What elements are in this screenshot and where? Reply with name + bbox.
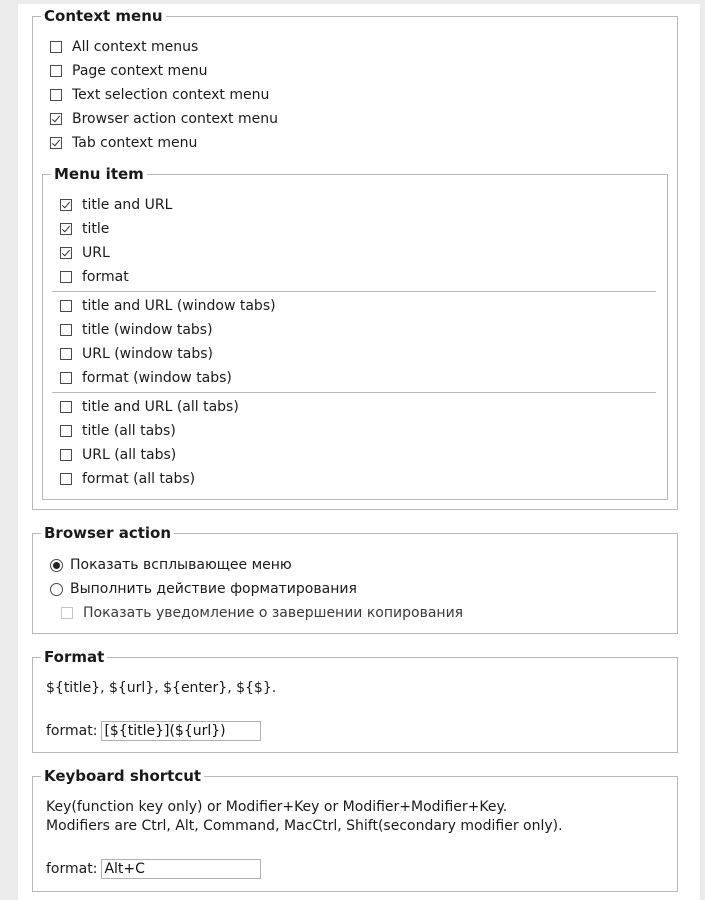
url-checkbox[interactable]	[60, 247, 72, 259]
menu-item-legend: Menu item	[51, 165, 147, 183]
format-legend: Format	[41, 648, 107, 666]
menu-item-divider	[52, 291, 656, 292]
show-copy-notification-label: Показать уведомление о завершении копирования	[83, 605, 464, 621]
shortcut-help-line-2: Modifiers are Ctrl, Alt, Command, MacCtrl, Shift(secondary modifier only).	[46, 818, 563, 834]
keyboard-shortcut-legend: Keyboard shortcut	[41, 767, 204, 785]
browser-action-context-menu-label: Browser action context menu	[72, 111, 278, 127]
show-popup-menu-radio[interactable]	[50, 559, 63, 572]
menu-item-title-and-url-window-tabs[interactable]	[60, 297, 276, 315]
title-window-tabs-label: title (window tabs)	[82, 322, 213, 338]
page-context-menu-checkbox[interactable]	[50, 65, 62, 77]
title-label: title	[82, 221, 110, 237]
title-and-url-label: title and URL	[82, 197, 173, 213]
menu-item-url-all-tabs[interactable]	[60, 446, 176, 464]
all-context-menus-label: All context menus	[72, 39, 199, 55]
menu-item-title-window-tabs[interactable]	[60, 321, 213, 339]
context-menu-section	[32, 7, 678, 510]
run-format-action-label: Выполнить действие форматирования	[70, 581, 357, 597]
option-text-selection-context-menu[interactable]	[50, 86, 269, 104]
shortcut-field-label: format:	[46, 861, 98, 877]
browser-action-context-menu-checkbox[interactable]	[50, 113, 62, 125]
shortcut-field-row	[46, 859, 261, 879]
menu-item-section	[42, 165, 668, 500]
title-and-url-checkbox[interactable]	[60, 199, 72, 211]
url-all-tabs-checkbox[interactable]	[60, 449, 72, 461]
menu-item-format-window-tabs[interactable]	[60, 369, 232, 387]
show-copy-notification-checkbox[interactable]	[61, 607, 73, 619]
menu-item-format-all-tabs[interactable]	[60, 470, 195, 488]
all-context-menus-checkbox[interactable]	[50, 41, 62, 53]
format-field-row	[46, 721, 261, 741]
shortcut-help-line-1: Key(function key only) or Modifier+Key or Modifier+Modifier+Key.	[46, 799, 508, 815]
shortcut-input[interactable]	[101, 859, 261, 879]
menu-item-title-and-url-all-tabs[interactable]	[60, 398, 239, 416]
run-format-action-radio[interactable]	[50, 583, 63, 596]
format-all-tabs-label: format (all tabs)	[82, 471, 196, 487]
menu-item-format[interactable]	[60, 268, 129, 286]
title-window-tabs-checkbox[interactable]	[60, 324, 72, 336]
menu-item-title-and-url[interactable]	[60, 196, 172, 214]
tab-context-menu-label: Tab context menu	[72, 135, 198, 151]
option-page-context-menu[interactable]	[50, 62, 208, 80]
browser-action-legend: Browser action	[41, 524, 174, 542]
option-browser-action-context-menu[interactable]	[50, 110, 278, 128]
format-input[interactable]	[101, 721, 261, 741]
url-window-tabs-checkbox[interactable]	[60, 348, 72, 360]
options-page	[18, 4, 700, 900]
title-and-url-all-tabs-checkbox[interactable]	[60, 401, 72, 413]
show-popup-menu-label: Показать всплывающее меню	[70, 557, 292, 573]
url-window-tabs-label: URL (window tabs)	[82, 346, 213, 362]
format-window-tabs-checkbox[interactable]	[60, 372, 72, 384]
format-help-text: ${title}, ${url}, ${enter}, ${$}.	[46, 680, 277, 696]
option-show-popup-menu[interactable]	[50, 556, 292, 574]
format-label: format	[82, 269, 129, 285]
menu-item-title-all-tabs[interactable]	[60, 422, 176, 440]
text-selection-context-menu-label: Text selection context menu	[72, 87, 270, 103]
url-label: URL	[82, 245, 110, 261]
format-checkbox[interactable]	[60, 271, 72, 283]
format-section	[32, 648, 678, 753]
option-tab-context-menu[interactable]	[50, 134, 197, 152]
browser-action-section	[32, 524, 678, 634]
title-all-tabs-label: title (all tabs)	[82, 423, 176, 439]
option-run-format-action[interactable]	[50, 580, 357, 598]
title-and-url-all-tabs-label: title and URL (all tabs)	[82, 399, 239, 415]
option-show-copy-notification[interactable]	[61, 604, 463, 622]
menu-item-url[interactable]	[60, 244, 110, 262]
format-field-label: format:	[46, 723, 98, 739]
url-all-tabs-label: URL (all tabs)	[82, 447, 177, 463]
keyboard-shortcut-section	[32, 767, 678, 892]
page-context-menu-label: Page context menu	[72, 63, 208, 79]
format-window-tabs-label: format (window tabs)	[82, 370, 232, 386]
menu-item-title[interactable]	[60, 220, 109, 238]
title-all-tabs-checkbox[interactable]	[60, 425, 72, 437]
format-all-tabs-checkbox[interactable]	[60, 473, 72, 485]
text-selection-context-menu-checkbox[interactable]	[50, 89, 62, 101]
option-all-context-menus[interactable]	[50, 38, 198, 56]
title-checkbox[interactable]	[60, 223, 72, 235]
context-menu-legend: Context menu	[41, 7, 166, 25]
title-and-url-window-tabs-checkbox[interactable]	[60, 300, 72, 312]
title-and-url-window-tabs-label: title and URL (window tabs)	[82, 298, 276, 314]
menu-item-divider	[52, 392, 656, 393]
tab-context-menu-checkbox[interactable]	[50, 137, 62, 149]
menu-item-url-window-tabs[interactable]	[60, 345, 213, 363]
